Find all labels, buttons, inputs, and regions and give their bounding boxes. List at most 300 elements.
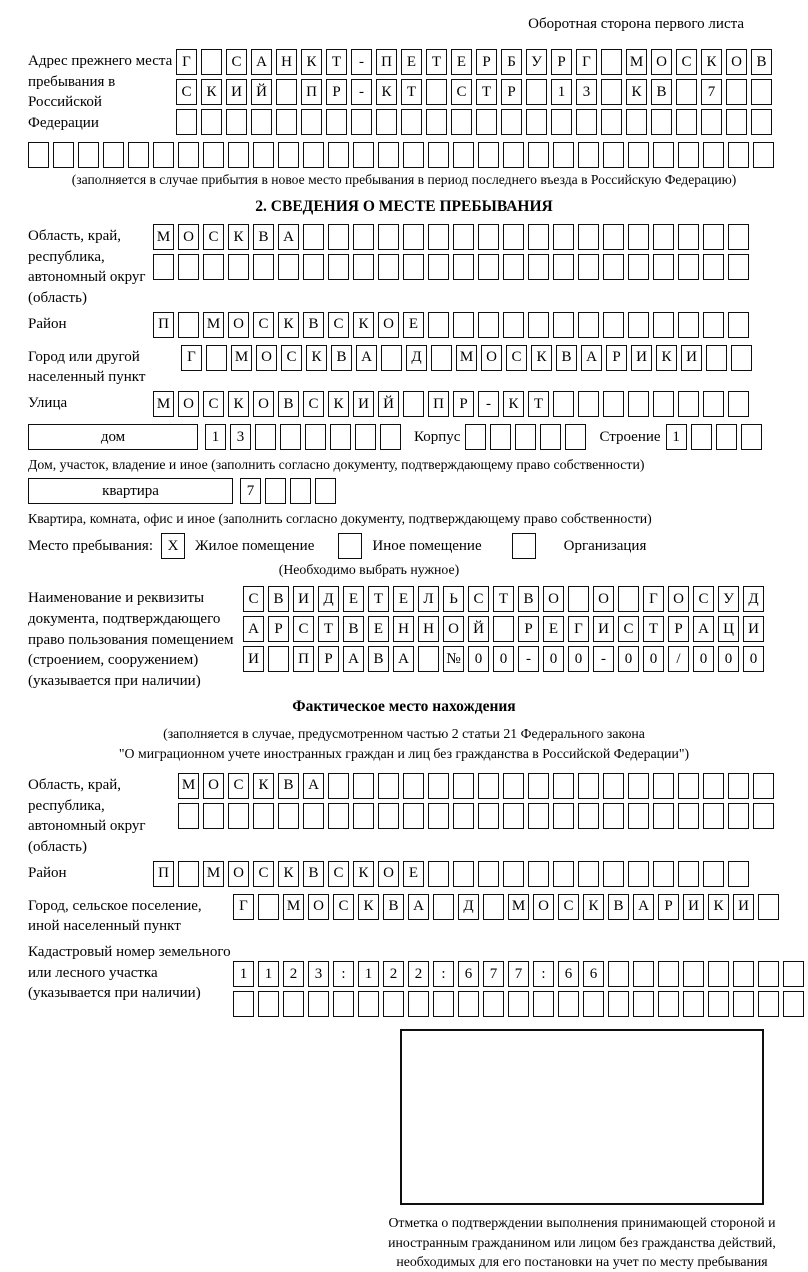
- char-cell[interactable]: И: [631, 345, 652, 371]
- char-cell[interactable]: [278, 254, 299, 280]
- char-cell[interactable]: Т: [643, 616, 664, 642]
- char-cell[interactable]: Е: [543, 616, 564, 642]
- char-cell[interactable]: К: [328, 391, 349, 417]
- char-cell[interactable]: [268, 646, 289, 672]
- char-cell[interactable]: [408, 991, 429, 1017]
- char-cell[interactable]: Д: [743, 586, 764, 612]
- char-cell[interactable]: [228, 803, 249, 829]
- char-cell[interactable]: 0: [718, 646, 739, 672]
- char-cell[interactable]: А: [303, 773, 324, 799]
- char-cell[interactable]: [305, 424, 326, 450]
- char-cell[interactable]: И: [226, 79, 247, 105]
- char-cell[interactable]: [728, 803, 749, 829]
- char-cell[interactable]: [528, 773, 549, 799]
- char-cell[interactable]: Т: [318, 616, 339, 642]
- char-cell[interactable]: Т: [368, 586, 389, 612]
- char-cell[interactable]: [728, 142, 749, 168]
- char-cell[interactable]: [278, 803, 299, 829]
- char-cell[interactable]: 0: [643, 646, 664, 672]
- char-cell[interactable]: Н: [393, 616, 414, 642]
- char-cell[interactable]: С: [328, 312, 349, 338]
- char-cell[interactable]: [703, 773, 724, 799]
- char-cell[interactable]: [708, 991, 729, 1017]
- char-cell[interactable]: [653, 224, 674, 250]
- char-cell[interactable]: [628, 803, 649, 829]
- char-cell[interactable]: А: [408, 894, 429, 920]
- char-cell[interactable]: П: [293, 646, 314, 672]
- checkbox-inoe[interactable]: [338, 533, 362, 559]
- char-cell[interactable]: К: [358, 894, 379, 920]
- char-cell[interactable]: С: [506, 345, 527, 371]
- char-cell[interactable]: [553, 312, 574, 338]
- char-cell[interactable]: :: [533, 961, 554, 987]
- char-cell[interactable]: [483, 894, 504, 920]
- char-cell[interactable]: Р: [326, 79, 347, 105]
- char-cell[interactable]: [428, 861, 449, 887]
- char-cell[interactable]: С: [468, 586, 489, 612]
- char-cell[interactable]: [290, 478, 311, 504]
- char-cell[interactable]: [418, 646, 439, 672]
- char-cell[interactable]: [703, 254, 724, 280]
- char-cell[interactable]: Й: [378, 391, 399, 417]
- char-cell[interactable]: Л: [418, 586, 439, 612]
- char-cell[interactable]: [153, 254, 174, 280]
- char-cell[interactable]: [503, 224, 524, 250]
- char-cell[interactable]: [328, 773, 349, 799]
- char-cell[interactable]: Ь: [443, 586, 464, 612]
- char-cell[interactable]: /: [668, 646, 689, 672]
- char-cell[interactable]: [353, 803, 374, 829]
- char-cell[interactable]: 6: [558, 961, 579, 987]
- char-cell[interactable]: К: [228, 391, 249, 417]
- char-cell[interactable]: -: [351, 49, 372, 75]
- char-cell[interactable]: 6: [583, 961, 604, 987]
- char-cell[interactable]: [728, 773, 749, 799]
- char-cell[interactable]: К: [201, 79, 222, 105]
- char-cell[interactable]: [428, 254, 449, 280]
- char-cell[interactable]: 7: [701, 79, 722, 105]
- char-cell[interactable]: [353, 254, 374, 280]
- char-cell[interactable]: [603, 254, 624, 280]
- char-cell[interactable]: [678, 803, 699, 829]
- char-cell[interactable]: [78, 142, 99, 168]
- char-cell[interactable]: В: [253, 224, 274, 250]
- char-cell[interactable]: М: [153, 224, 174, 250]
- char-cell[interactable]: [603, 312, 624, 338]
- char-cell[interactable]: [478, 773, 499, 799]
- char-cell[interactable]: К: [353, 861, 374, 887]
- char-cell[interactable]: В: [383, 894, 404, 920]
- char-cell[interactable]: М: [203, 861, 224, 887]
- char-cell[interactable]: [628, 391, 649, 417]
- char-cell[interactable]: А: [251, 49, 272, 75]
- char-cell[interactable]: [258, 894, 279, 920]
- char-cell[interactable]: В: [368, 646, 389, 672]
- char-cell[interactable]: С: [281, 345, 302, 371]
- char-cell[interactable]: [433, 991, 454, 1017]
- char-cell[interactable]: 1: [205, 424, 226, 450]
- char-cell[interactable]: [578, 312, 599, 338]
- char-cell[interactable]: [403, 803, 424, 829]
- char-cell[interactable]: [503, 142, 524, 168]
- char-cell[interactable]: Г: [233, 894, 254, 920]
- char-cell[interactable]: [676, 79, 697, 105]
- char-cell[interactable]: [658, 991, 679, 1017]
- char-cell[interactable]: [478, 142, 499, 168]
- char-cell[interactable]: [353, 224, 374, 250]
- char-cell[interactable]: [551, 109, 572, 135]
- char-cell[interactable]: :: [333, 961, 354, 987]
- char-cell[interactable]: А: [581, 345, 602, 371]
- char-cell[interactable]: [653, 803, 674, 829]
- char-cell[interactable]: Н: [276, 49, 297, 75]
- char-cell[interactable]: Б: [501, 49, 522, 75]
- char-cell[interactable]: [476, 109, 497, 135]
- char-cell[interactable]: [653, 142, 674, 168]
- char-cell[interactable]: [276, 79, 297, 105]
- char-cell[interactable]: [628, 254, 649, 280]
- char-cell[interactable]: 1: [551, 79, 572, 105]
- char-cell[interactable]: [453, 312, 474, 338]
- char-cell[interactable]: [633, 961, 654, 987]
- char-cell[interactable]: В: [608, 894, 629, 920]
- char-cell[interactable]: [315, 478, 336, 504]
- char-cell[interactable]: Т: [401, 79, 422, 105]
- char-cell[interactable]: О: [593, 586, 614, 612]
- char-cell[interactable]: В: [303, 861, 324, 887]
- char-cell[interactable]: С: [333, 894, 354, 920]
- char-cell[interactable]: [701, 109, 722, 135]
- char-cell[interactable]: [678, 391, 699, 417]
- char-cell[interactable]: [428, 224, 449, 250]
- char-cell[interactable]: [565, 424, 586, 450]
- char-cell[interactable]: [403, 391, 424, 417]
- char-cell[interactable]: [451, 109, 472, 135]
- char-cell[interactable]: К: [701, 49, 722, 75]
- char-cell[interactable]: [178, 861, 199, 887]
- char-cell[interactable]: 6: [458, 961, 479, 987]
- char-cell[interactable]: [553, 773, 574, 799]
- char-cell[interactable]: [383, 991, 404, 1017]
- char-cell[interactable]: М: [231, 345, 252, 371]
- char-cell[interactable]: К: [583, 894, 604, 920]
- char-cell[interactable]: Т: [493, 586, 514, 612]
- char-cell[interactable]: [753, 142, 774, 168]
- char-cell[interactable]: [503, 312, 524, 338]
- char-cell[interactable]: 1: [666, 424, 687, 450]
- char-cell[interactable]: [553, 224, 574, 250]
- char-cell[interactable]: [228, 254, 249, 280]
- char-cell[interactable]: С: [243, 586, 264, 612]
- char-cell[interactable]: Т: [528, 391, 549, 417]
- char-cell[interactable]: О: [256, 345, 277, 371]
- char-cell[interactable]: [733, 961, 754, 987]
- char-cell[interactable]: [478, 803, 499, 829]
- char-cell[interactable]: 2: [383, 961, 404, 987]
- char-cell[interactable]: И: [681, 345, 702, 371]
- char-cell[interactable]: [333, 991, 354, 1017]
- char-cell[interactable]: В: [343, 616, 364, 642]
- char-cell[interactable]: Й: [251, 79, 272, 105]
- char-cell[interactable]: О: [533, 894, 554, 920]
- char-cell[interactable]: [653, 312, 674, 338]
- char-cell[interactable]: С: [693, 586, 714, 612]
- char-cell[interactable]: [628, 224, 649, 250]
- char-cell[interactable]: [201, 49, 222, 75]
- char-cell[interactable]: [678, 312, 699, 338]
- char-cell[interactable]: [726, 109, 747, 135]
- char-cell[interactable]: [578, 391, 599, 417]
- char-cell[interactable]: [703, 803, 724, 829]
- char-cell[interactable]: [378, 254, 399, 280]
- char-cell[interactable]: [601, 49, 622, 75]
- char-cell[interactable]: [583, 991, 604, 1017]
- char-cell[interactable]: -: [593, 646, 614, 672]
- char-cell[interactable]: [728, 254, 749, 280]
- char-cell[interactable]: [678, 861, 699, 887]
- char-cell[interactable]: [258, 991, 279, 1017]
- char-cell[interactable]: Е: [401, 49, 422, 75]
- char-cell[interactable]: [478, 254, 499, 280]
- char-cell[interactable]: 2: [283, 961, 304, 987]
- char-cell[interactable]: А: [278, 224, 299, 250]
- char-cell[interactable]: [731, 345, 752, 371]
- char-cell[interactable]: М: [203, 312, 224, 338]
- char-cell[interactable]: [176, 109, 197, 135]
- char-cell[interactable]: [401, 109, 422, 135]
- char-cell[interactable]: [676, 109, 697, 135]
- char-cell[interactable]: А: [393, 646, 414, 672]
- char-cell[interactable]: 1: [258, 961, 279, 987]
- char-cell[interactable]: [508, 991, 529, 1017]
- char-cell[interactable]: [578, 861, 599, 887]
- char-cell[interactable]: И: [593, 616, 614, 642]
- char-cell[interactable]: [533, 991, 554, 1017]
- char-cell[interactable]: [203, 142, 224, 168]
- char-cell[interactable]: [618, 586, 639, 612]
- char-cell[interactable]: 0: [493, 646, 514, 672]
- char-cell[interactable]: [603, 224, 624, 250]
- char-cell[interactable]: [553, 391, 574, 417]
- char-cell[interactable]: В: [556, 345, 577, 371]
- char-cell[interactable]: [703, 224, 724, 250]
- char-cell[interactable]: -: [518, 646, 539, 672]
- char-cell[interactable]: [233, 991, 254, 1017]
- char-cell[interactable]: -: [351, 79, 372, 105]
- char-cell[interactable]: [478, 312, 499, 338]
- char-cell[interactable]: [453, 224, 474, 250]
- char-cell[interactable]: К: [376, 79, 397, 105]
- char-cell[interactable]: [351, 109, 372, 135]
- char-cell[interactable]: [716, 424, 737, 450]
- char-cell[interactable]: [653, 254, 674, 280]
- char-cell[interactable]: [428, 803, 449, 829]
- char-cell[interactable]: [201, 109, 222, 135]
- char-cell[interactable]: [578, 773, 599, 799]
- char-cell[interactable]: 7: [240, 478, 261, 504]
- char-cell[interactable]: В: [278, 773, 299, 799]
- char-cell[interactable]: [265, 478, 286, 504]
- char-cell[interactable]: [178, 254, 199, 280]
- char-cell[interactable]: [751, 109, 772, 135]
- char-cell[interactable]: [378, 773, 399, 799]
- char-cell[interactable]: Г: [576, 49, 597, 75]
- char-cell[interactable]: Т: [326, 49, 347, 75]
- char-cell[interactable]: [753, 803, 774, 829]
- char-cell[interactable]: [303, 142, 324, 168]
- char-cell[interactable]: Н: [418, 616, 439, 642]
- char-cell[interactable]: [515, 424, 536, 450]
- char-cell[interactable]: [353, 773, 374, 799]
- char-cell[interactable]: В: [303, 312, 324, 338]
- char-cell[interactable]: [783, 991, 804, 1017]
- char-cell[interactable]: [428, 312, 449, 338]
- char-cell[interactable]: [653, 391, 674, 417]
- char-cell[interactable]: [628, 773, 649, 799]
- char-cell[interactable]: [431, 345, 452, 371]
- char-cell[interactable]: [276, 109, 297, 135]
- char-cell[interactable]: [503, 254, 524, 280]
- char-cell[interactable]: И: [683, 894, 704, 920]
- char-cell[interactable]: [783, 961, 804, 987]
- char-cell[interactable]: [728, 861, 749, 887]
- char-cell[interactable]: К: [278, 312, 299, 338]
- char-cell[interactable]: [540, 424, 561, 450]
- char-cell[interactable]: [178, 803, 199, 829]
- char-cell[interactable]: О: [443, 616, 464, 642]
- char-cell[interactable]: Е: [393, 586, 414, 612]
- char-cell[interactable]: [178, 312, 199, 338]
- char-cell[interactable]: И: [743, 616, 764, 642]
- char-cell[interactable]: С: [176, 79, 197, 105]
- char-cell[interactable]: [308, 991, 329, 1017]
- char-cell[interactable]: С: [293, 616, 314, 642]
- char-cell[interactable]: [758, 894, 779, 920]
- char-cell[interactable]: О: [543, 586, 564, 612]
- char-cell[interactable]: 0: [618, 646, 639, 672]
- char-cell[interactable]: [608, 961, 629, 987]
- char-cell[interactable]: И: [733, 894, 754, 920]
- char-cell[interactable]: [376, 109, 397, 135]
- char-cell[interactable]: М: [456, 345, 477, 371]
- char-cell[interactable]: М: [508, 894, 529, 920]
- char-cell[interactable]: В: [331, 345, 352, 371]
- char-cell[interactable]: [226, 109, 247, 135]
- char-cell[interactable]: [678, 773, 699, 799]
- char-cell[interactable]: [380, 424, 401, 450]
- char-cell[interactable]: 0: [568, 646, 589, 672]
- char-cell[interactable]: [733, 991, 754, 1017]
- char-cell[interactable]: П: [153, 861, 174, 887]
- char-cell[interactable]: Р: [476, 49, 497, 75]
- char-cell[interactable]: [228, 142, 249, 168]
- char-cell[interactable]: Р: [606, 345, 627, 371]
- char-cell[interactable]: [328, 224, 349, 250]
- char-cell[interactable]: [403, 254, 424, 280]
- char-cell[interactable]: Е: [403, 312, 424, 338]
- char-cell[interactable]: [283, 991, 304, 1017]
- char-cell[interactable]: М: [283, 894, 304, 920]
- char-cell[interactable]: [608, 991, 629, 1017]
- char-cell[interactable]: Р: [453, 391, 474, 417]
- char-cell[interactable]: 0: [543, 646, 564, 672]
- char-cell[interactable]: В: [751, 49, 772, 75]
- char-cell[interactable]: [326, 109, 347, 135]
- char-cell[interactable]: [153, 142, 174, 168]
- char-cell[interactable]: [653, 773, 674, 799]
- char-cell[interactable]: С: [203, 224, 224, 250]
- char-cell[interactable]: О: [378, 861, 399, 887]
- char-cell[interactable]: [703, 312, 724, 338]
- char-cell[interactable]: [653, 861, 674, 887]
- char-cell[interactable]: К: [656, 345, 677, 371]
- char-cell[interactable]: О: [178, 391, 199, 417]
- char-cell[interactable]: [253, 254, 274, 280]
- char-cell[interactable]: [465, 424, 486, 450]
- char-cell[interactable]: [303, 254, 324, 280]
- char-cell[interactable]: Р: [668, 616, 689, 642]
- char-cell[interactable]: [328, 803, 349, 829]
- char-cell[interactable]: [741, 424, 762, 450]
- char-cell[interactable]: О: [651, 49, 672, 75]
- char-cell[interactable]: А: [693, 616, 714, 642]
- char-cell[interactable]: В: [268, 586, 289, 612]
- char-cell[interactable]: 0: [743, 646, 764, 672]
- char-cell[interactable]: Т: [476, 79, 497, 105]
- char-cell[interactable]: [528, 803, 549, 829]
- char-cell[interactable]: [203, 254, 224, 280]
- char-cell[interactable]: [601, 109, 622, 135]
- char-cell[interactable]: О: [668, 586, 689, 612]
- char-cell[interactable]: [203, 803, 224, 829]
- char-cell[interactable]: К: [253, 773, 274, 799]
- char-cell[interactable]: К: [278, 861, 299, 887]
- char-cell[interactable]: 2: [408, 961, 429, 987]
- char-cell[interactable]: С: [203, 391, 224, 417]
- char-cell[interactable]: [378, 142, 399, 168]
- char-cell[interactable]: С: [558, 894, 579, 920]
- char-cell[interactable]: [576, 109, 597, 135]
- char-cell[interactable]: [658, 961, 679, 987]
- char-cell[interactable]: [578, 224, 599, 250]
- char-cell[interactable]: Е: [403, 861, 424, 887]
- char-cell[interactable]: К: [503, 391, 524, 417]
- char-cell[interactable]: М: [626, 49, 647, 75]
- char-cell[interactable]: [678, 254, 699, 280]
- char-cell[interactable]: [453, 803, 474, 829]
- char-cell[interactable]: [526, 109, 547, 135]
- char-cell[interactable]: [280, 424, 301, 450]
- char-cell[interactable]: Г: [181, 345, 202, 371]
- char-cell[interactable]: И: [353, 391, 374, 417]
- char-cell[interactable]: [433, 894, 454, 920]
- char-cell[interactable]: [178, 142, 199, 168]
- char-cell[interactable]: [403, 142, 424, 168]
- char-cell[interactable]: [578, 254, 599, 280]
- char-cell[interactable]: А: [356, 345, 377, 371]
- char-cell[interactable]: [358, 991, 379, 1017]
- char-cell[interactable]: [301, 109, 322, 135]
- char-cell[interactable]: [426, 109, 447, 135]
- char-cell[interactable]: [478, 861, 499, 887]
- char-cell[interactable]: [603, 861, 624, 887]
- char-cell[interactable]: И: [243, 646, 264, 672]
- char-cell[interactable]: С: [303, 391, 324, 417]
- char-cell[interactable]: [703, 861, 724, 887]
- char-cell[interactable]: К: [531, 345, 552, 371]
- char-cell[interactable]: [751, 79, 772, 105]
- char-cell[interactable]: [553, 142, 574, 168]
